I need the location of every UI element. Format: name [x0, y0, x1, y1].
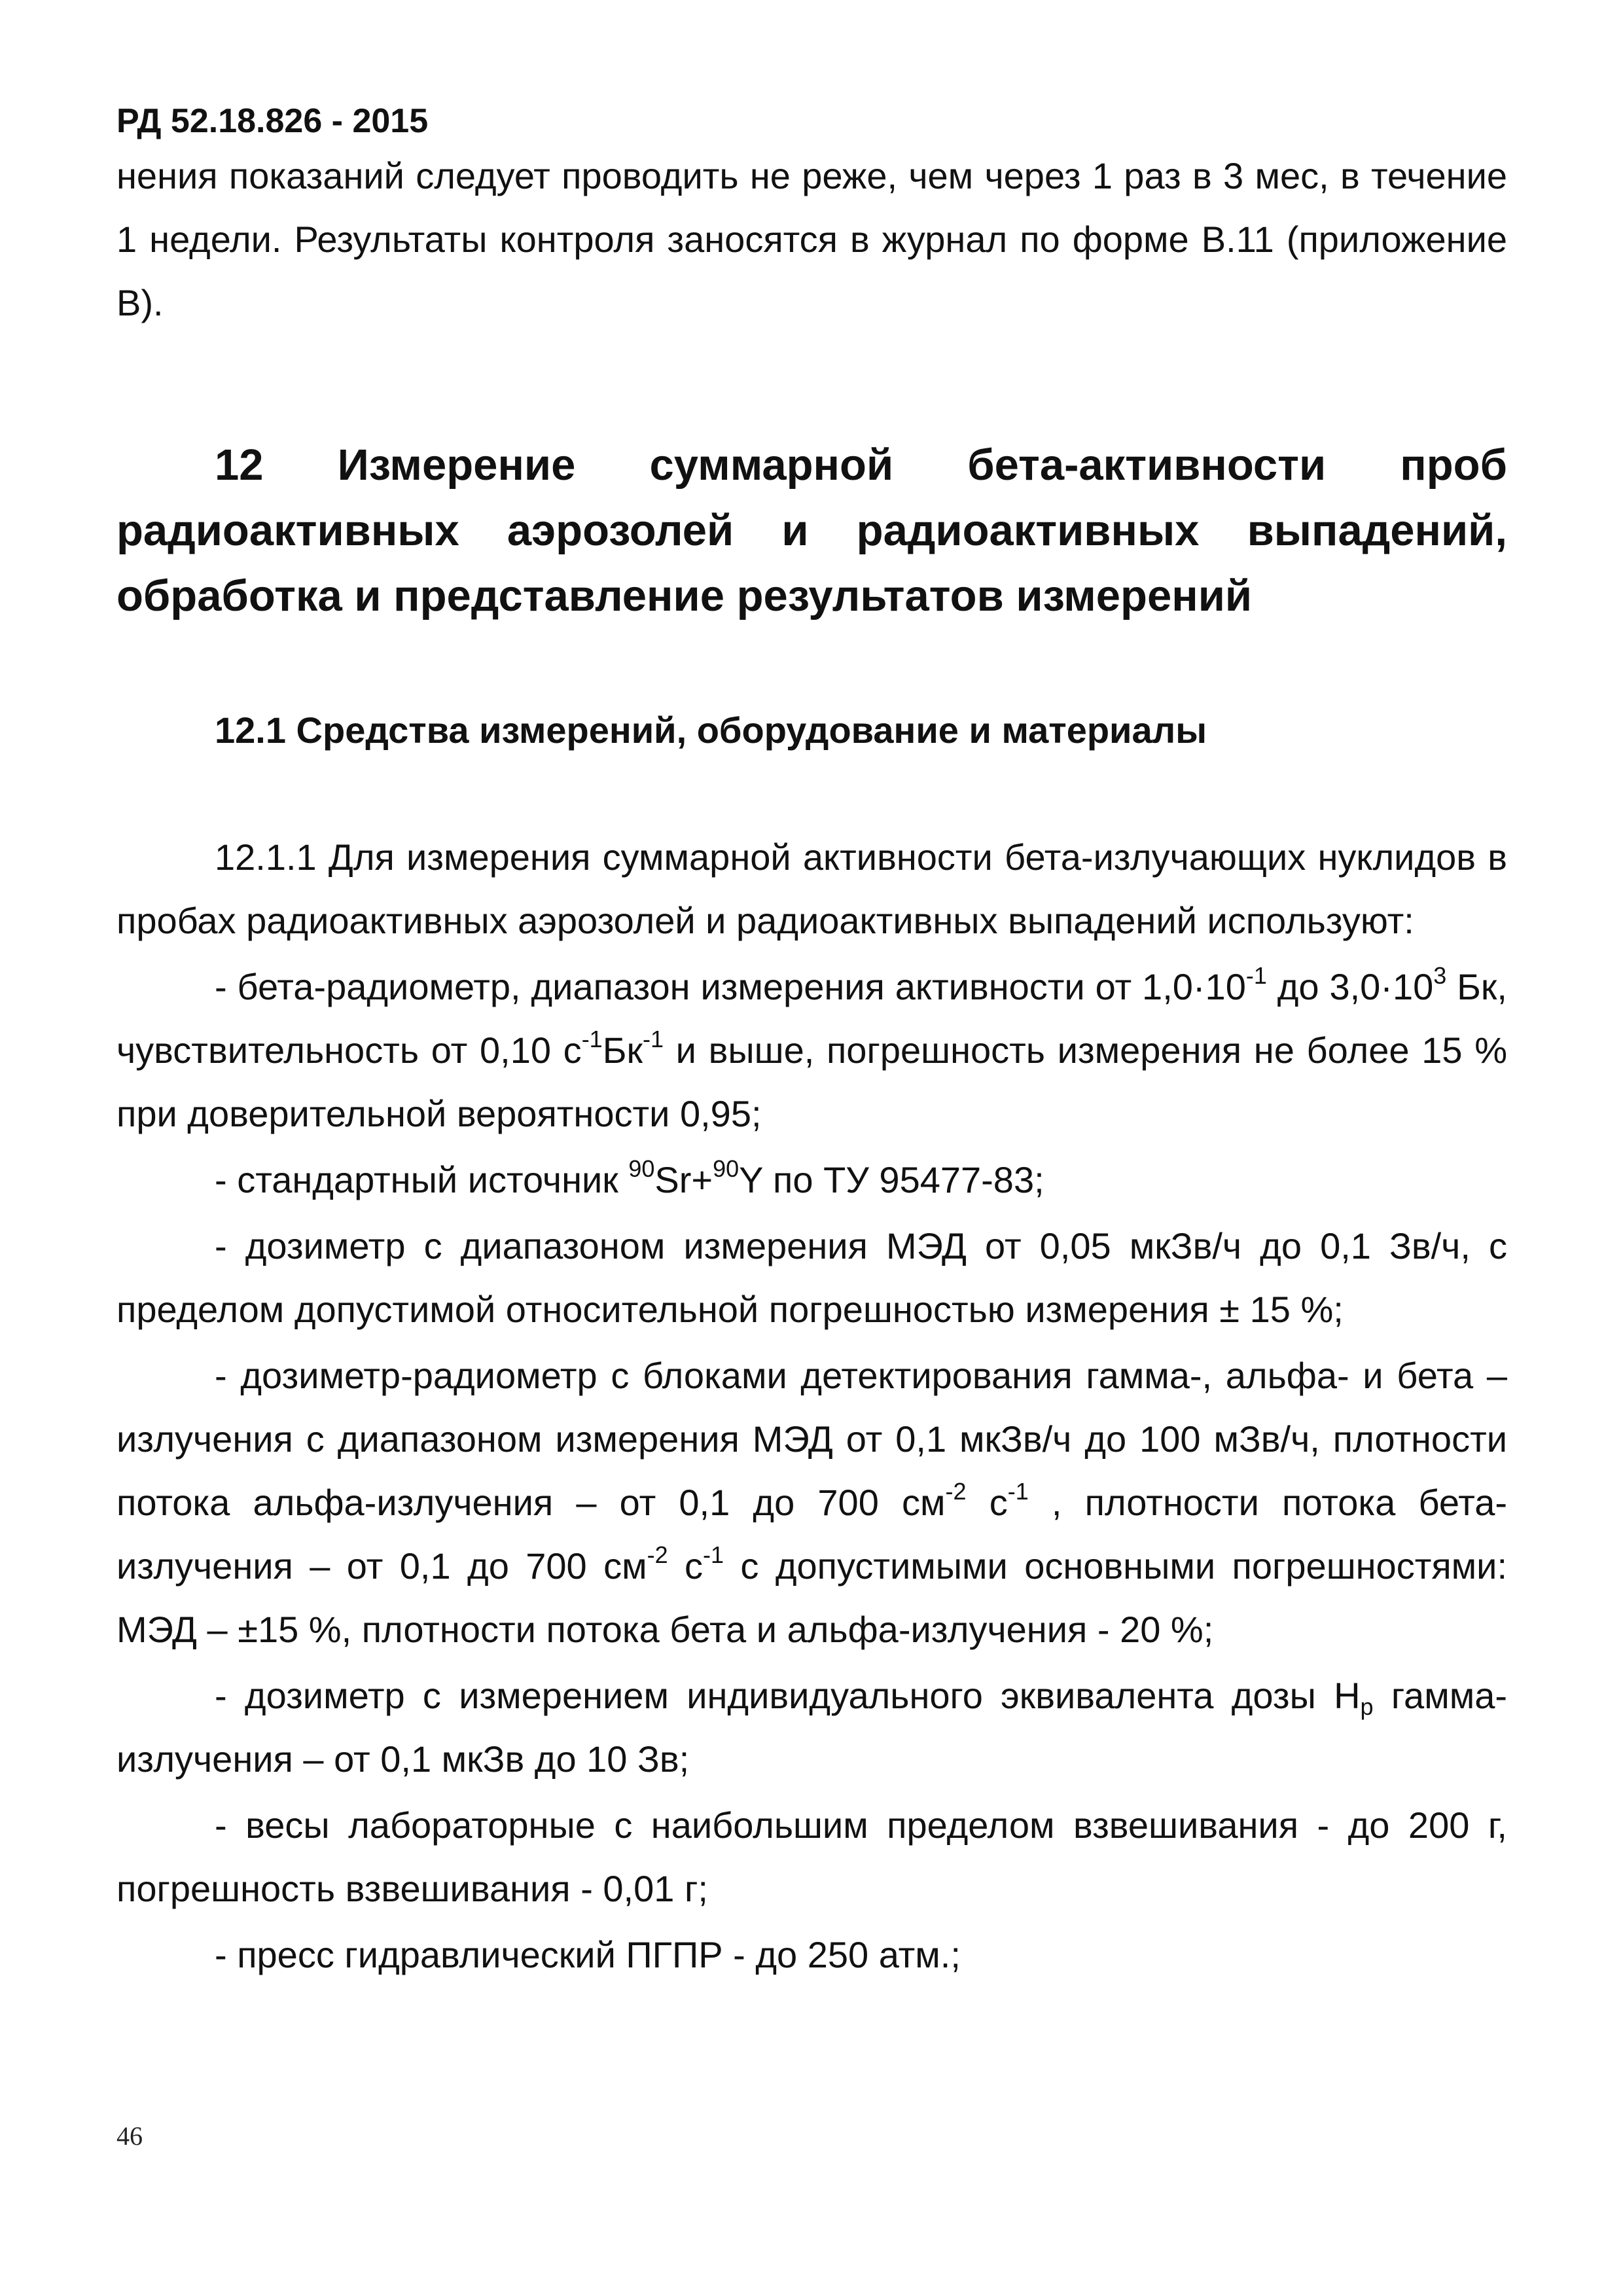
list-item: - бета-радиометр, диапазон измерения активности от $1,0\cdot 10^{-1}$ до $3,0\cdot 10^3$ Бк, чувствительность от 0,10 $с^{-1}Бк^{-1}$ и выше, погрешность измерения не более 15 % при доверительной вероятности 0,95; — [116, 962, 1507, 1134]
document-id-header: РД 52.18.826 - 2015 — [116, 102, 429, 140]
list-item: - дозиметр с диапазоном измерения МЭД от 0,05 мкЗв/ч до 0,1 Зв/ч, с пределом допустимой относительной погрешностью измерения ± 15 %; — [116, 1225, 1507, 1330]
list-item: - весы лабораторные с наибольшим пределом взвешивания - до 200 г, погрешность взвешивания - 0,01 г; — [116, 1804, 1507, 1909]
list-item: - дозиметр с измерением индивидуального эквивалента дозы $Н_р$ гамма-излучения – от 0,1 мкЗв до 10 Зв; — [116, 1675, 1507, 1780]
page-number: 46 — [116, 2121, 143, 2151]
list-item: - пресс гидравлический ПГПР - до 250 атм.; — [215, 1934, 961, 1975]
equipment-list — [116, 955, 1507, 1986]
intro-paragraph: нения показаний следует проводить не реже, чем через 1 раз в 3 мес, в течение 1 недели. Результаты контроля заносятся в журнал по форме В.11 (приложение В). — [116, 155, 1507, 323]
list-item: - стандартный источник $^{90}$Sr+$^{90}$Y по ТУ 95477-83; — [215, 1155, 1044, 1200]
section-title: 12 Измерение суммарной бета-активности проб радиоактивных аэрозолей и радиоактивных выпадений, обработка и представление результатов измерений — [116, 440, 1507, 620]
document-page — [116, 98, 1507, 1986]
subsection-title: 12.1 Средства измерений, оборудование и материалы — [215, 709, 1207, 751]
list-item: - дозиметр-радиометр с блоками детектирования гамма-, альфа- и бета – излучения с диапазоном измерения МЭД от 0,1 мкЗв/ч до 100 мЗв/ч, плотности потока альфа-излучения – от 0,1 до 700 $см^{-2}$ $с^{-1}$ , плотности потока бета-излучения – от 0,1 до 700 $см^{-2}$ $с^{-1}$ с допустимыми основными погрешностями: МЭД – ±15 %, плотности потока бета и альфа-излучения - 20 %; — [116, 1355, 1508, 1650]
paragraph-12-1-1: 12.1.1 Для измерения суммарной активности бета-излучающих нуклидов в пробах радиоактивных аэрозолей и радиоактивных выпадений используют: — [116, 836, 1507, 941]
